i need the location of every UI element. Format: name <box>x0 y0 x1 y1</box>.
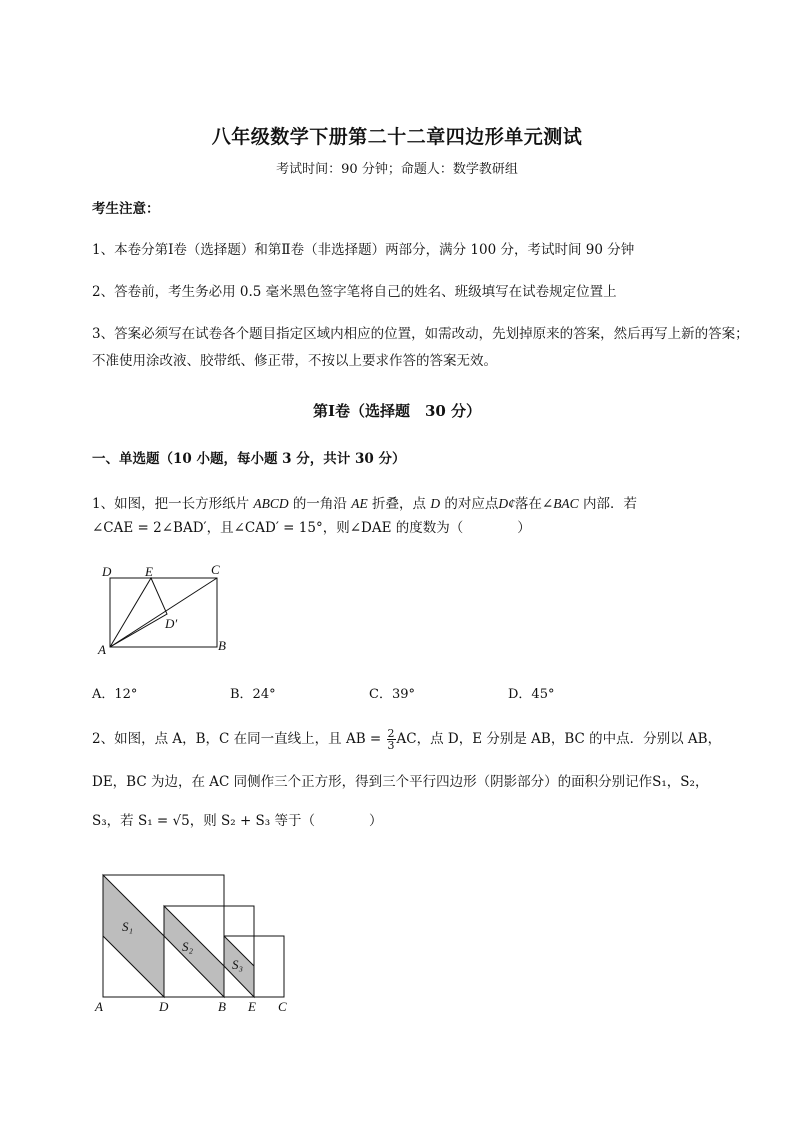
notice-item-3: 3、答案必须写在试卷各个题目指定区域内相应的位置，如需改动，先划掉原来的答案，然后再写上新的答案；不准使用涂改液、胶带纸、修正带，不按以上要求作答的答案无效。 <box>92 326 749 369</box>
question-2-line-3: S₃，若 S₁ = √5，则 S₂ + S₃ 等于（ ） <box>92 813 383 829</box>
label-e: E <box>248 999 256 1014</box>
page-title: 八年级数学下册第二十二章四边形单元测试 <box>211 126 583 148</box>
label-s2: S₂ <box>182 939 194 954</box>
question-1-option-c[interactable]: C．39° <box>369 687 415 702</box>
notice-heading: 考生注意： <box>92 201 160 217</box>
question-2-line-2: DE，BC 为边，在 AC 同侧作三个正方形，得到三个平行四边形（阴影部分）的面积分别记作S₁，S₂， <box>92 774 709 790</box>
label-d: D <box>102 564 112 579</box>
question-1-line-1: 1、如图，把一长方形纸片 ABCD 的一角沿 AE 折叠，点 D 的对应点D¢落在∠BAC 内部．若 <box>92 496 637 512</box>
section-title: 第Ⅰ卷（选择题 30 分） <box>312 402 482 420</box>
label-b: B <box>218 999 226 1014</box>
question-1-option-d[interactable]: D．45° <box>508 687 555 702</box>
label-a: A <box>98 642 106 657</box>
label-d: D <box>159 999 169 1014</box>
label-c: C <box>211 562 220 577</box>
label-b: B <box>218 638 226 653</box>
label-c: C <box>278 999 287 1014</box>
fraction-two-thirds: $\frac{2}{3}$ <box>387 727 395 752</box>
parallelogram-s2 <box>164 906 224 997</box>
label-d-prime: D′ <box>165 616 178 631</box>
diagonal-ac <box>110 578 217 647</box>
question-2-figure <box>90 865 310 1025</box>
question-1-figure <box>95 560 245 660</box>
question-1-option-b[interactable]: B．24° <box>230 687 276 702</box>
question-2-line-1: 2、如图，点 A，B，C 在同一直线上，且 AB = $\frac{2}{3}$ AC，点 D，E 分别是 AB，BC 的中点．分别以 AB， <box>92 727 722 752</box>
question-1-option-a[interactable]: A．12° <box>92 687 138 702</box>
notice-item-1: 1、本卷分第Ⅰ卷（选择题）和第Ⅱ卷（非选择题）两部分，满分 100 分，考试时间 90 分钟 <box>92 242 635 258</box>
question-1-line-2: ∠CAE = 2∠BAD′，且∠CAD′ = 15°，则∠DAE 的度数为（ ） <box>92 520 531 536</box>
part-title: 一、单选题（10 小题，每小题 3 分，共计 30 分） <box>92 451 406 467</box>
parallelogram-s1 <box>103 875 164 997</box>
label-s1: S₁ <box>122 919 134 934</box>
notice-item-2: 2、答卷前，考生务必用 0.5 毫米黑色签字笔将自己的姓名、班级填写在试卷规定位置上 <box>92 284 617 300</box>
fold-triangle <box>110 578 167 647</box>
label-a: A <box>95 999 103 1014</box>
label-s3: S₃ <box>232 957 244 972</box>
label-e: E <box>145 564 153 579</box>
page-subtitle: 考试时间：90 分钟；命题人：数学教研组 <box>276 162 518 177</box>
